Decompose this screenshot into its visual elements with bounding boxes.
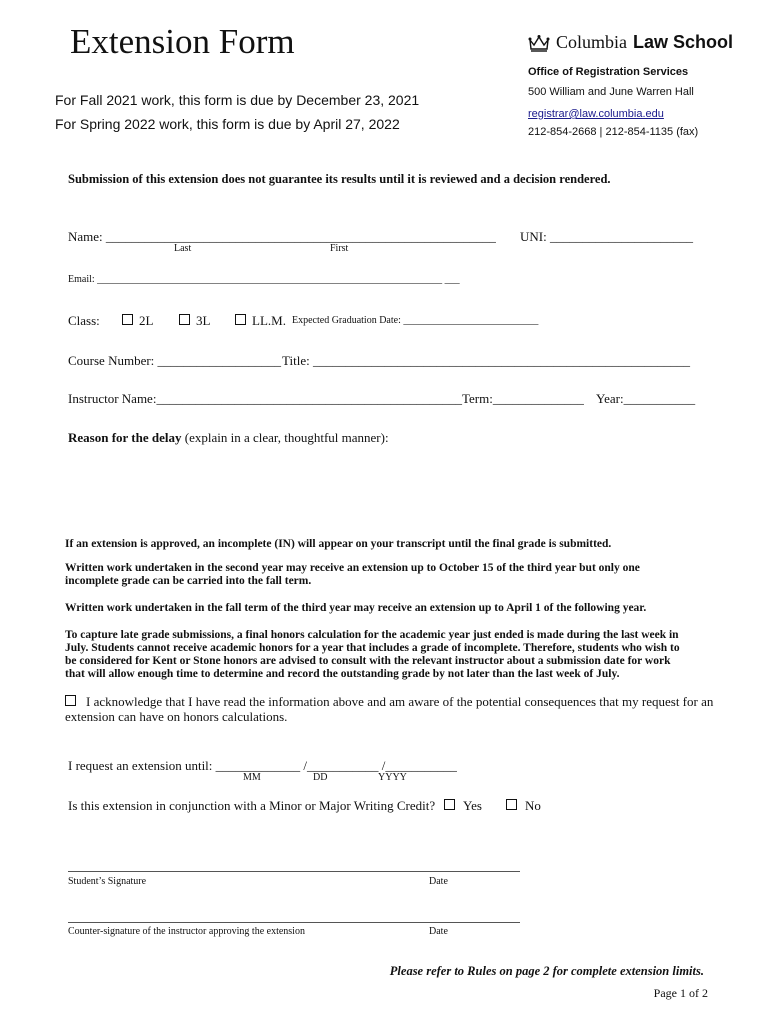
acknowledgement[interactable]: I acknowledge that I have read the information above and am aware of the potential consequences that my request for an extension can have on honors calculations. bbox=[65, 694, 714, 724]
checkbox-icon bbox=[122, 314, 133, 325]
email-field[interactable]: Email: _____________________________________________________________________ ___ bbox=[68, 274, 460, 285]
writing-credit-yes[interactable]: Yes bbox=[444, 798, 482, 814]
page-number: Page 1 of 2 bbox=[653, 986, 708, 1000]
office-name: Office of Registration Services bbox=[528, 66, 689, 78]
office-address: 500 William and June Warren Hall bbox=[528, 86, 694, 98]
reason-text-area[interactable] bbox=[68, 452, 708, 532]
instructor-signature-line[interactable] bbox=[68, 922, 520, 923]
class-option-3l[interactable]: 3L bbox=[179, 313, 210, 329]
day-caption: DD bbox=[313, 772, 328, 783]
checkbox-icon bbox=[235, 314, 246, 325]
name-field[interactable]: Name: ____________________________________________________________ bbox=[68, 229, 496, 244]
course-title-field[interactable]: Title: __________________________________________________________ bbox=[282, 353, 690, 368]
policy-second-year: Written work undertaken in the second year may receive an extension up to October 15 of the third year but only one incomplete grade can be carried into the fall term. bbox=[65, 562, 640, 587]
registrar-email-link[interactable]: registrar@law.columbia.edu bbox=[528, 108, 664, 120]
class-option-2l[interactable]: 2L bbox=[122, 313, 153, 329]
writing-credit-question: Is this extension in conjunction with a Minor or Major Writing Credit? bbox=[68, 798, 436, 813]
writing-credit-no[interactable]: No bbox=[506, 798, 541, 814]
uni-field[interactable]: UNI: ______________________ bbox=[520, 229, 693, 244]
fall-due-date: For Fall 2021 work, this form is due by December 23, 2021 bbox=[55, 92, 420, 108]
student-signature-line[interactable] bbox=[68, 871, 520, 872]
disclaimer: Submission of this extension does not guarantee its results until it is reviewed and a decision rendered. bbox=[68, 172, 611, 186]
policy-honors: To capture late grade submissions, a final honors calculation for the academic year just ended is made during the last week in July. Students cannot receive academic honors for a year that includes a grade of incomplete. Therefore, students who wish to be considered for Kent or Stone honors are advised to consult with the relevant instructor about a submission date for work that will allow enough time to determine and record the outstanding grade by not later than the last week of July. bbox=[65, 629, 680, 680]
instructor-date-caption: Date bbox=[429, 926, 448, 937]
columbia-law-logo bbox=[528, 32, 733, 53]
crown-icon bbox=[528, 34, 550, 52]
policy-third-year: Written work undertaken in the fall term of the third year may receive an extension up to April 1 of the following year. bbox=[65, 602, 647, 614]
instructor-name-field[interactable]: Instructor Name:_______________________________________________ bbox=[68, 391, 462, 406]
reason-label-hint: (explain in a clear, thoughtful manner): bbox=[184, 430, 389, 445]
student-signature-caption: Student’s Signature bbox=[68, 876, 147, 887]
first-name-caption: First bbox=[330, 243, 349, 254]
reason-label-bold: Reason for the delay bbox=[68, 430, 182, 445]
year-caption: YYYY bbox=[378, 772, 407, 783]
extension-date-field[interactable]: I request an extension until: _____________ /___________ /___________ bbox=[68, 758, 457, 773]
form-title: Extension Form bbox=[70, 22, 295, 61]
logo-law-school: Law School bbox=[633, 32, 734, 52]
checkbox-icon bbox=[179, 314, 190, 325]
office-phone: 212-854-2668 | 212-854-1135 (fax) bbox=[528, 126, 699, 138]
rules-note: Please refer to Rules on page 2 for complete extension limits. bbox=[389, 964, 704, 978]
acknowledge-checkbox-icon[interactable] bbox=[65, 695, 76, 706]
instructor-signature-caption: Counter-signature of the instructor approving the extension bbox=[68, 926, 305, 937]
checkbox-icon bbox=[506, 799, 517, 810]
last-name-caption: Last bbox=[174, 243, 192, 254]
policy-incomplete: If an extension is approved, an incomplete (IN) will appear on your transcript until the final grade is submitted. bbox=[65, 538, 612, 550]
term-field[interactable]: Term:______________ bbox=[462, 391, 584, 406]
class-label: Class: bbox=[68, 313, 100, 328]
class-option-llm[interactable]: LL.M. bbox=[235, 313, 286, 329]
checkbox-icon bbox=[444, 799, 455, 810]
reason-label bbox=[68, 430, 389, 446]
student-date-caption: Date bbox=[429, 876, 448, 887]
logo-columbia: Columbia bbox=[556, 32, 627, 52]
graduation-date-field[interactable]: Expected Graduation Date: ___________________________ bbox=[292, 315, 539, 326]
course-number-field[interactable]: Course Number: ___________________ bbox=[68, 353, 282, 368]
year-field[interactable]: Year:___________ bbox=[596, 391, 696, 406]
spring-due-date: For Spring 2022 work, this form is due by April 27, 2022 bbox=[55, 116, 400, 132]
month-caption: MM bbox=[243, 772, 261, 783]
